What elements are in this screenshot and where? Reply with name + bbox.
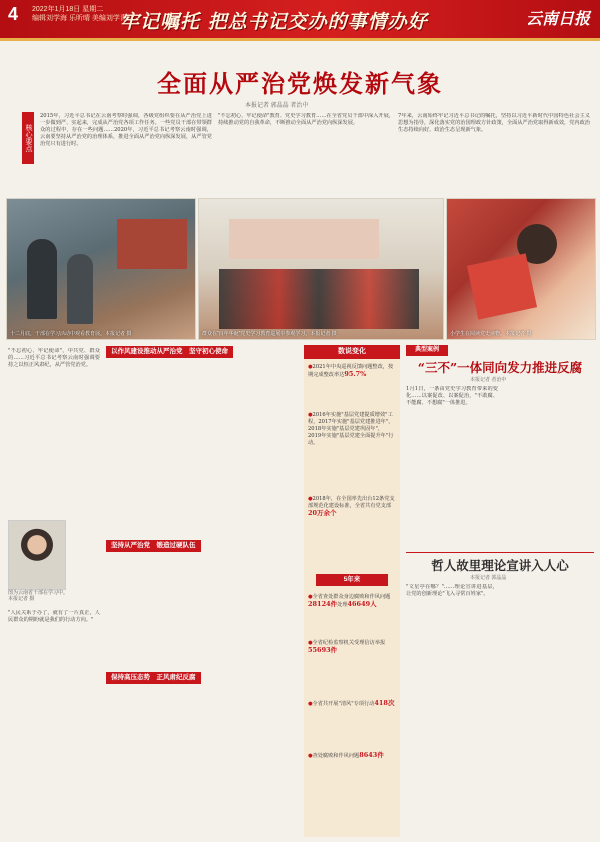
data-item-num: 8643件: [359, 751, 384, 759]
photo-exhibition: [6, 198, 196, 340]
case-byline: 本报记者 者治中: [470, 377, 507, 383]
data-item-num: 28124件: [308, 600, 338, 608]
col-2-body-b: [106, 556, 200, 666]
data-box-header: 数说变化: [304, 345, 400, 359]
case-body-a: [406, 386, 498, 550]
section-title-1-b: 坚守初心使命: [189, 348, 228, 355]
left-body-2-text: "人民关系于办了，就有了一片真正，人民群众的期盼就是我们的行动方向。": [8, 610, 100, 623]
section-title-3: [106, 672, 201, 684]
section-title-2: [106, 540, 201, 552]
case-tag: 典型案例: [406, 345, 448, 356]
section-title-1-a: 以作风建设推动从严治党: [111, 348, 183, 355]
photo-group-caption: 群众在“百年华诞”党史学习教育巡展中参观学习。本报记者 摄: [202, 331, 337, 337]
data-item-text: 2021年中央巡视反馈问题整改，按期完成整改率达: [308, 364, 394, 378]
data-item: ●2021年中央巡视反馈问题整改，按期完成整改率达95.7%: [308, 364, 394, 378]
data-item-num: 55693件: [308, 646, 338, 654]
data-item-text: 2018年，在全国率先出台12条党支部规范化建设标准，全省共有党支部: [308, 496, 395, 509]
data-item-text: 查处腐败和作风问题: [312, 753, 360, 759]
case-body-text: 1月1日，一条由党史学习教育带来的变化……以案促改、以案促治，"不敢腐、不能腐、不想腐"一体推进。: [406, 386, 498, 406]
photo-group: [198, 198, 444, 340]
portrait-photo: [8, 520, 66, 590]
data-item-text: 处理: [337, 602, 348, 608]
masthead-divider: [0, 38, 600, 41]
data-item: ●2016年实施"基层党建提质增效"工程，2017年实施"基层党建推进年"，2018年实施"基层党建巩固年"，2019年实施"基层党建全面提升年"行动。: [308, 412, 394, 446]
col-3-body-c: [204, 672, 300, 836]
data-box-subheader: 5年来: [316, 574, 388, 586]
data-item: ●全省纪检监察机关受理信访举报55693件: [308, 640, 386, 654]
data-item: ●全省共开展"清风"专项行动418次: [308, 699, 395, 707]
data-item: ●2018年，在全国率先出台12条党支部规范化建设标准，全省共有党支部20万余个: [308, 496, 395, 517]
section-title-3-b: 正风肃纪反腐: [156, 674, 196, 681]
data-item-text: 全省查处群众身边腐败和作风问题: [312, 594, 391, 600]
portrait-caption: 图为云南省干部在学习中。本报记者 摄: [8, 590, 69, 602]
photo-exhibition-caption: 十二月底，干部在学习活动中观看教育展。本报记者 摄: [10, 331, 132, 337]
left-body-2: [8, 610, 100, 835]
col-3-body: [204, 348, 300, 528]
intro-b-text: "不忘初心、牢记使命"教育、党史学习教育……在全省党员干部中深入开展，持续推动党的自我革命，不断推动全面从严治党向纵深发展。: [218, 113, 394, 126]
lecture-body-b: [502, 584, 594, 836]
editor-credits: 编辑刘学海 乐昕晴 美编刘学青: [32, 15, 127, 22]
case-headline: “三不”一体同向发力推进反腐: [417, 360, 583, 375]
lecture-body-text: "文星亭在哪？"……理论宣讲进基层，让党的创新理论"飞入寻常百姓家"。: [406, 584, 498, 597]
issue-date: 2022年1月18日 星期二: [32, 6, 104, 13]
masthead-slogan: 牢记嘱托 把总书记交办的事情办好: [120, 11, 428, 33]
photo-student-caption: 小学生在阅读党史读物。本报记者 摄: [450, 331, 532, 337]
main-headline: 全面从严治党焕发新气象: [157, 69, 443, 98]
data-item-num: 95.7%: [344, 370, 367, 378]
intro-column-b: [218, 113, 394, 183]
data-item-num: 20万余个: [308, 509, 337, 517]
left-body-1: [8, 348, 100, 513]
case-body-b: [502, 386, 594, 550]
data-item-text: 2016年实施"基层党建提质增效"工程，2017年实施"基层党建推进年"，2018年实施"基层党建巩固年"，2019年实施"基层党建全面提升年"行动。: [308, 412, 394, 446]
section-divider: [406, 552, 594, 553]
col-2-body: [106, 362, 200, 532]
photo-student: [446, 198, 596, 340]
left-body-1-text: "不忘初心、牢记使命"，中共党、群众的……习近平总书记考察云南时强调要持之以恒正风肃纪，从严管党治党。: [8, 348, 100, 368]
data-item-num: 418次: [374, 699, 395, 707]
lecture-headline: 哲人故里理论宣讲入人心: [431, 558, 569, 573]
section-title-2-a: 坚持从严治党: [111, 542, 150, 549]
section-title-2-b: 锻造过硬队伍: [156, 542, 196, 549]
intro-column-c: [398, 113, 590, 183]
page-number: 4: [8, 4, 19, 24]
col-3-body-b: [204, 540, 300, 665]
masthead-banner: [0, 0, 600, 38]
core-tag: 核心要点: [22, 112, 34, 164]
data-item-text: 全省纪检监察机关受理信访举报: [312, 640, 386, 646]
masthead-meta: [32, 5, 127, 23]
intro-c-text: 7年来，云南始终牢记习近平总书记的嘱托，坚持以习近平新时代中国特色社会主义思想为指导，深化落实党的治国理政方针政策，全面从严治党取得新成效，党内政治生态持续向好，政治生态呈现新气象。: [398, 113, 590, 133]
lead-text: 2015年，习近平总书记在云南考察时强调，各级党组织要在从严治党上进一步做到严、实起来，完成从严治党各项工作任务。一些党员干部在带领群众的过程中，存在一些问题……2020年，习近平总书记考察云南时强调，云南要坚持从严治党的治理体系，推进全面从严治党向纵深发展，从严管党治党只有进行时。: [40, 113, 212, 147]
lecture-byline: 本报记者 郭晶晶: [470, 575, 507, 581]
newspaper-logo: 云南日报: [525, 9, 590, 28]
data-item-num: 46649人: [347, 600, 377, 608]
col-2-body-c: [106, 688, 200, 836]
lecture-body-a: [406, 584, 498, 836]
data-item-text: 全省共开展"清风"专项行动: [312, 701, 375, 707]
data-item: ●查处腐败和作风问题8643件: [308, 751, 384, 759]
data-item: ●全省查处群众身边腐败和作风问题28124件处理46649人: [308, 594, 391, 608]
lead-paragraph: [40, 113, 212, 183]
main-byline: 本报记者 郭晶晶 者治中: [245, 103, 309, 109]
section-title-3-a: 保持高压态势: [111, 674, 150, 681]
